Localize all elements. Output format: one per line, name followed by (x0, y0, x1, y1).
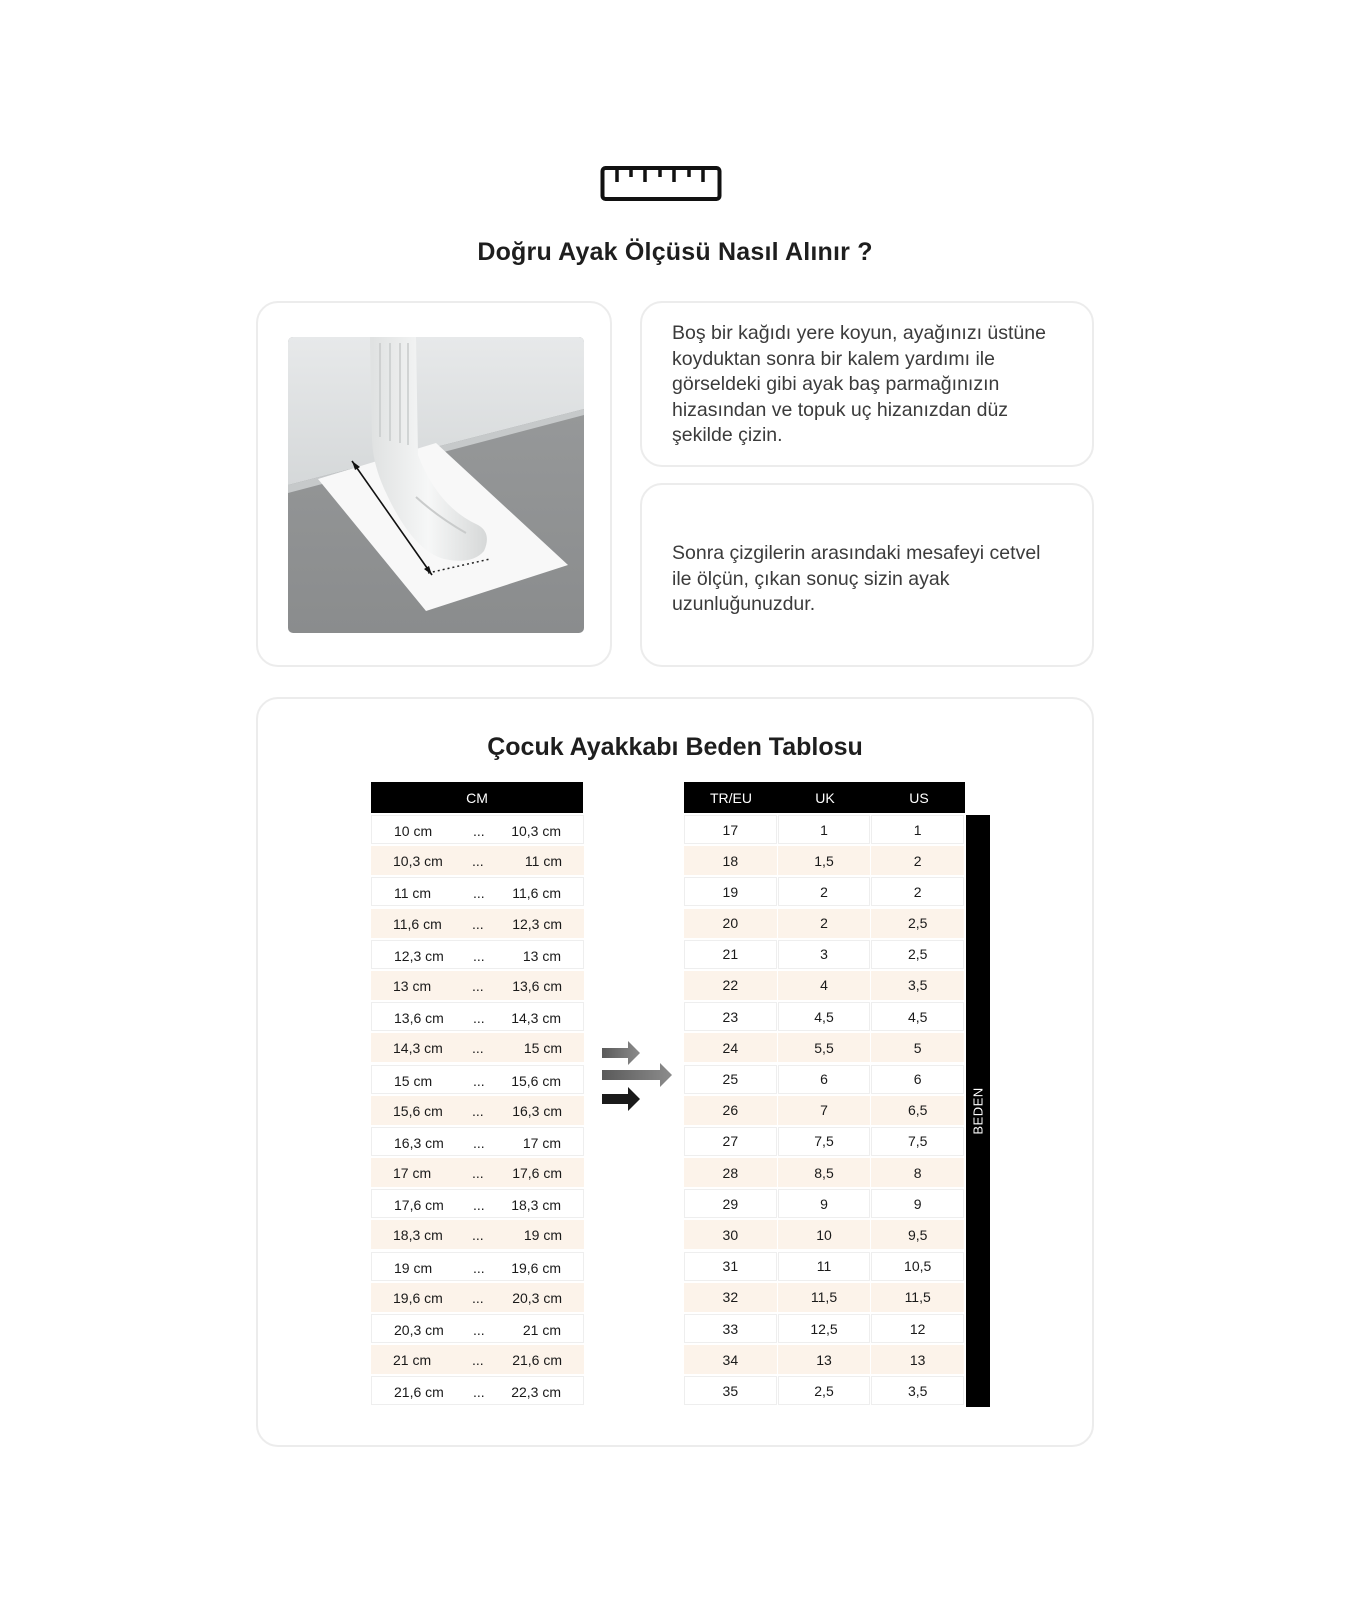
beden-side-bar (966, 815, 990, 1407)
size-us: 9,5 (871, 1220, 964, 1249)
size-us: 2,5 (871, 940, 964, 969)
cm-from: 21,6 cm (394, 1384, 444, 1401)
size-us: 6 (871, 1065, 964, 1094)
size-uk: 2 (778, 909, 871, 938)
size-row (684, 877, 965, 906)
cm-to: 11 cm (524, 853, 562, 870)
size-us: 2 (871, 846, 964, 875)
cm-separator: ... (472, 915, 484, 932)
size-us: 12 (871, 1314, 964, 1343)
size-row (684, 815, 965, 844)
cm-from: 16,3 cm (394, 1134, 444, 1151)
cm-to: 15,6 cm (511, 1072, 561, 1089)
cm-to: 12,3 cm (512, 915, 562, 932)
cm-separator: ... (473, 1259, 485, 1276)
size-row (684, 1283, 965, 1312)
cm-from: 17,6 cm (394, 1197, 444, 1214)
cm-from: 17 cm (393, 1165, 432, 1182)
cm-separator: ... (473, 1322, 485, 1338)
cm-row (371, 1158, 584, 1187)
size-table (684, 815, 965, 1408)
cm-from: 15,6 cm (393, 1102, 443, 1119)
size-uk: 1 (778, 815, 871, 844)
size-uk: 9 (778, 1189, 871, 1218)
size-us: 2,5 (871, 909, 964, 938)
size-table-card (256, 697, 1094, 1447)
size-uk: 1,5 (778, 846, 871, 875)
cm-to: 17,6 cm (512, 1165, 562, 1182)
cm-from: 19,6 cm (393, 1289, 443, 1306)
size-uk: 5,5 (778, 1033, 871, 1062)
size-us: 8 (871, 1158, 964, 1187)
cm-to: 17 cm (522, 1134, 561, 1151)
cm-to: 15 cm (523, 1040, 562, 1057)
size-us: 3,5 (871, 1376, 964, 1405)
cm-row (371, 940, 584, 969)
size-tr-eu: 29 (684, 1189, 777, 1218)
cm-row (371, 1127, 584, 1156)
cm-to: 19,6 cm (511, 1259, 561, 1276)
cm-from: 18,3 cm (393, 1227, 443, 1244)
size-uk: 13 (778, 1345, 871, 1374)
cm-separator: ... (473, 885, 485, 902)
size-us: 10,5 (871, 1252, 964, 1281)
cm-from: 11 cm (394, 885, 432, 902)
cm-separator: ... (473, 1134, 485, 1151)
cm-from: 13 cm (393, 977, 432, 994)
cm-from: 10,3 cm (393, 853, 443, 870)
cm-row (371, 846, 584, 875)
cm-row (371, 1033, 584, 1062)
size-tr-eu: 26 (684, 1096, 777, 1125)
size-uk: 10 (778, 1220, 871, 1249)
size-tr-eu: 32 (684, 1283, 777, 1312)
cm-from: 21 cm (393, 1352, 432, 1369)
size-us: 7,5 (871, 1127, 964, 1156)
step-1-text: Boş bir kağıdı yere koyun, ayağınızı üstüne koyduktan sonra bir kalem yardımı ile görseldeki gibi ayak baş parmağınızın hizasından ve topuk uç hizanızdan düz şekilde çizin. (672, 322, 1046, 446)
size-table-title: Çocuk Ayakkabı Beden Tablosu (487, 733, 863, 761)
size-tr-eu: 33 (684, 1314, 777, 1343)
size-columns-header (684, 782, 965, 813)
cm-from: 10 cm (394, 823, 433, 839)
size-row (684, 1220, 965, 1249)
size-tr-eu: 27 (684, 1127, 777, 1156)
size-uk: 7,5 (778, 1127, 871, 1156)
size-uk: 4 (778, 971, 871, 1000)
size-us: 1 (871, 815, 964, 844)
size-uk: 11 (778, 1252, 871, 1281)
size-row (684, 1376, 965, 1405)
beden-label: BEDEN (970, 1087, 986, 1135)
cm-from: 13,6 cm (394, 1010, 444, 1027)
size-tr-eu: 28 (684, 1158, 777, 1187)
cm-to: 13,6 cm (512, 977, 562, 994)
cm-to: 16,3 cm (512, 1102, 562, 1119)
cm-separator: ... (473, 823, 485, 839)
size-tr-eu: 17 (684, 815, 777, 844)
cm-separator: ... (472, 1040, 484, 1057)
foot-measure-illustration (288, 337, 584, 633)
step-2-card (640, 483, 1094, 667)
size-row (684, 1096, 965, 1125)
cm-separator: ... (472, 1352, 484, 1369)
size-row (684, 1314, 965, 1343)
size-tr-eu: 31 (684, 1252, 777, 1281)
size-us: 6,5 (871, 1096, 964, 1125)
cm-row (371, 1376, 584, 1405)
cm-separator: ... (473, 1072, 485, 1089)
size-row (684, 846, 965, 875)
cm-from: 11,6 cm (393, 915, 442, 932)
cm-column-header: CM (371, 782, 583, 813)
cm-to: 20,3 cm (512, 1289, 562, 1306)
cm-row (371, 1002, 584, 1031)
size-uk: 12,5 (778, 1314, 871, 1343)
size-row (684, 1127, 965, 1156)
cm-separator: ... (473, 1384, 485, 1401)
foot-measure-photo (288, 337, 584, 633)
size-uk: 8,5 (778, 1158, 871, 1187)
cm-table (371, 815, 584, 1408)
cm-to: 19 cm (523, 1227, 562, 1244)
size-row (684, 1252, 965, 1281)
cm-to: 21 cm (522, 1322, 561, 1338)
size-tr-eu: 23 (684, 1002, 777, 1031)
size-row (684, 909, 965, 938)
cm-row (371, 1252, 584, 1281)
cm-separator: ... (472, 1102, 484, 1119)
cm-to: 21,6 cm (512, 1352, 562, 1369)
step-2-text: Sonra çizgilerin arasındaki mesafeyi cetvel ile ölçün, çıkan sonuç sizin ayak uzunluğunuzdur. (672, 542, 1041, 615)
size-uk: 6 (778, 1065, 871, 1094)
size-us: 9 (871, 1189, 964, 1218)
cm-row (371, 877, 584, 906)
cm-to: 14,3 cm (511, 1010, 561, 1027)
size-uk: 4,5 (778, 1002, 871, 1031)
size-row (684, 1065, 965, 1094)
cm-row (371, 1314, 584, 1343)
cm-to: 11,6 cm (512, 885, 561, 902)
size-uk: 7 (778, 1096, 871, 1125)
cm-from: 12,3 cm (394, 947, 444, 964)
cm-separator: ... (473, 1010, 485, 1027)
cm-row (371, 1096, 584, 1125)
size-row (684, 1345, 965, 1374)
size-tr-eu: 34 (684, 1345, 777, 1374)
cm-to: 18,3 cm (511, 1197, 561, 1214)
size-us: 11,5 (871, 1283, 964, 1312)
header-tr-eu: TR/EU (710, 790, 752, 806)
cm-row (371, 1189, 584, 1218)
size-uk: 11,5 (778, 1283, 871, 1312)
size-row (684, 1158, 965, 1187)
cm-separator: ... (472, 853, 484, 870)
cm-separator: ... (472, 1289, 484, 1306)
cm-row (371, 909, 584, 938)
cm-separator: ... (472, 977, 484, 994)
header-uk: UK (815, 790, 835, 806)
cm-row (371, 971, 584, 1000)
size-us: 2 (871, 877, 964, 906)
size-row (684, 1189, 965, 1218)
cm-from: 14,3 cm (393, 1040, 443, 1057)
arrow-right-icon (602, 1039, 684, 1119)
cm-row (371, 1065, 584, 1094)
foot-photo-card (256, 301, 612, 667)
size-us: 13 (871, 1345, 964, 1374)
size-tr-eu: 30 (684, 1220, 777, 1249)
size-row (684, 940, 965, 969)
size-tr-eu: 22 (684, 971, 777, 1000)
cm-row (371, 1345, 584, 1374)
cm-separator: ... (473, 1197, 485, 1214)
size-tr-eu: 19 (684, 877, 777, 906)
size-tr-eu: 25 (684, 1065, 777, 1094)
size-tr-eu: 18 (684, 846, 777, 875)
step-1-card (640, 301, 1094, 467)
header-us: US (909, 790, 929, 806)
size-uk: 2 (778, 877, 871, 906)
size-us: 3,5 (871, 971, 964, 1000)
size-row (684, 971, 965, 1000)
cm-separator: ... (472, 1227, 484, 1244)
cm-from: 15 cm (394, 1072, 433, 1089)
cm-row (371, 1283, 584, 1312)
size-us: 4,5 (871, 1002, 964, 1031)
cm-separator: ... (472, 1165, 484, 1182)
size-uk: 2,5 (778, 1376, 871, 1405)
cm-row (371, 815, 584, 844)
cm-separator: ... (473, 947, 485, 964)
size-us: 5 (871, 1033, 964, 1062)
size-uk: 3 (778, 940, 871, 969)
size-tr-eu: 35 (684, 1376, 777, 1405)
cm-to: 22,3 cm (511, 1384, 561, 1401)
size-tr-eu: 21 (684, 940, 777, 969)
size-row (684, 1002, 965, 1031)
cm-to: 10,3 cm (511, 823, 561, 839)
size-tr-eu: 24 (684, 1033, 777, 1062)
cm-from: 19 cm (394, 1259, 433, 1276)
size-row (684, 1033, 965, 1062)
ruler-icon (600, 165, 722, 203)
cm-to: 13 cm (522, 947, 561, 964)
size-tr-eu: 20 (684, 909, 777, 938)
cm-row (371, 1220, 584, 1249)
page-title: Doğru Ayak Ölçüsü Nasıl Alınır ? (477, 238, 873, 266)
cm-from: 20,3 cm (394, 1322, 444, 1338)
